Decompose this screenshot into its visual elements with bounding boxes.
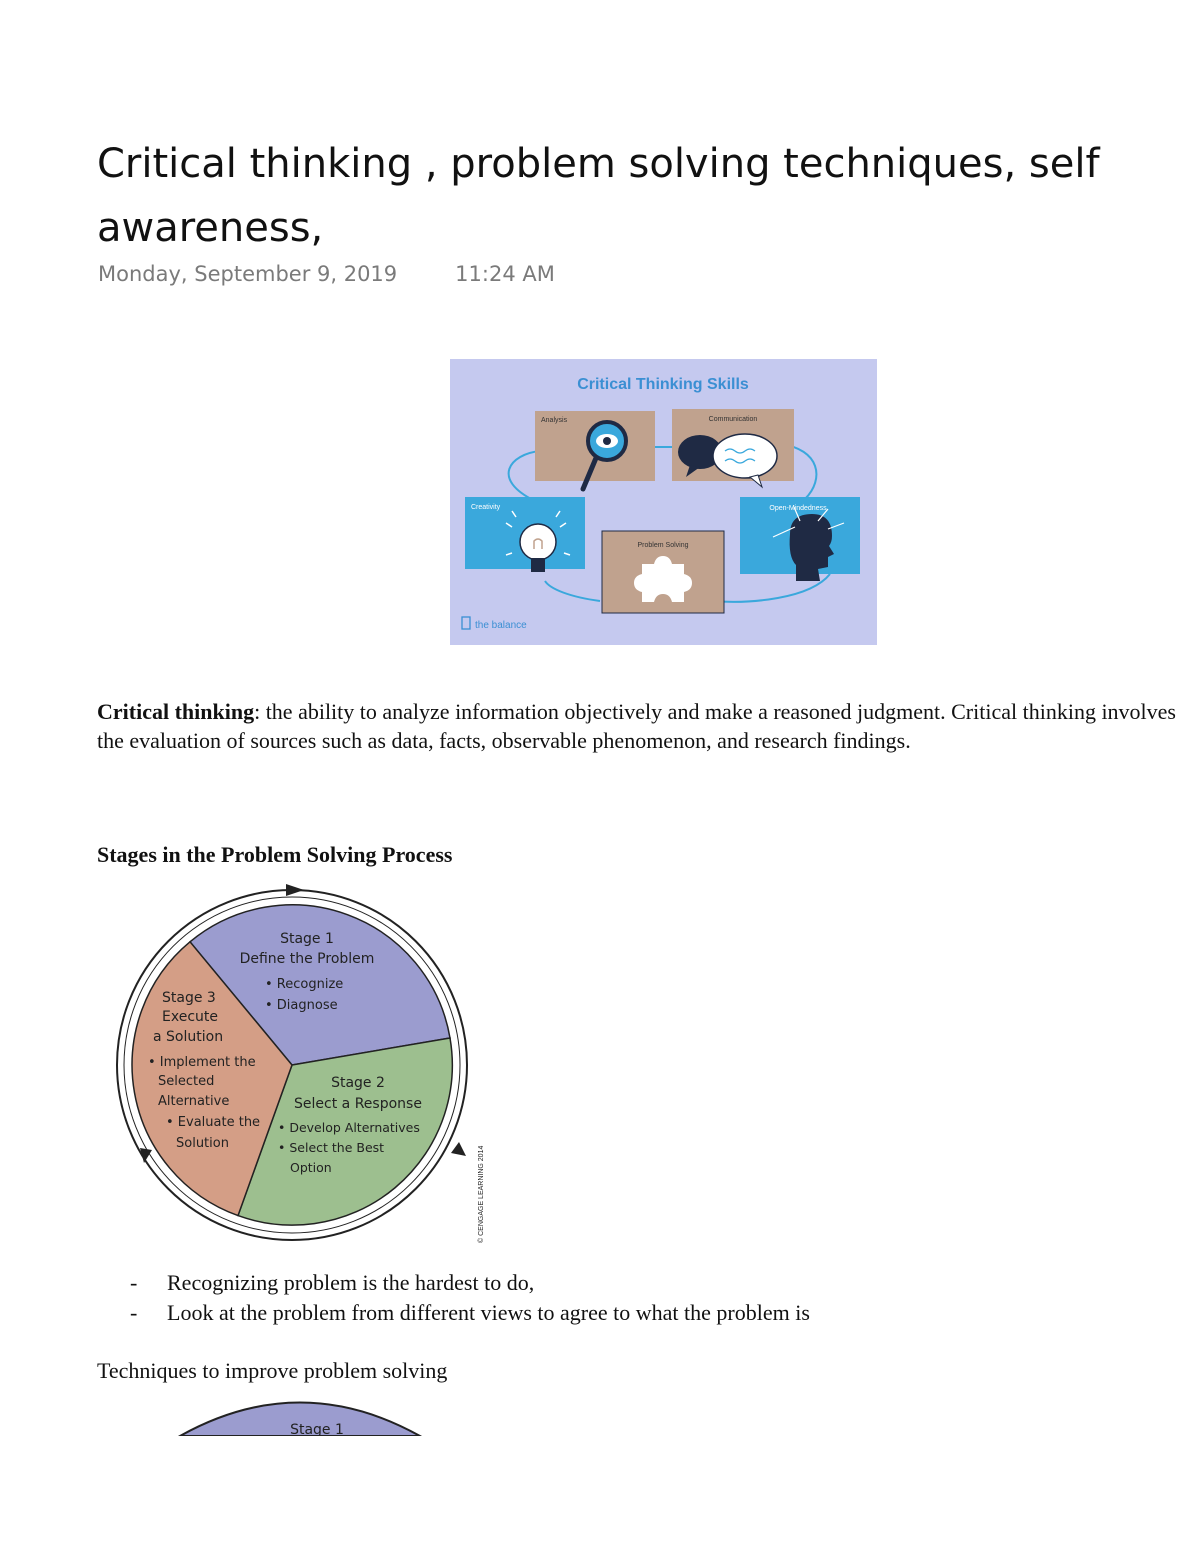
cycle-arrow-top bbox=[286, 884, 304, 896]
stage1-title: Stage 1 bbox=[280, 931, 334, 947]
section-heading-stages: Stages in the Problem Solving Process bbox=[97, 842, 453, 867]
definition-text: : the ability to analyze information objectively and make a reasoned judgment. Critical thinking involves the evaluation of sources such as data, facts, observable phenomenon, and research findings. bbox=[97, 699, 1176, 753]
list-item-text: Look at the problem from different views to agree to what the problem is bbox=[167, 1300, 810, 1325]
stage3-item: Alternative bbox=[158, 1094, 230, 1109]
problem-solving-process-diagram-partial bbox=[160, 1394, 440, 1436]
critical-thinking-skills-image bbox=[450, 359, 877, 645]
speech-bubble-light-icon bbox=[713, 434, 777, 478]
copyright-label: © CENGAGE LEARNING 2014 bbox=[478, 1145, 485, 1243]
light-bulb-icon bbox=[520, 524, 556, 560]
analysis-card bbox=[535, 411, 655, 489]
stage3-item: • Implement the bbox=[148, 1055, 256, 1070]
page-title: Critical thinking , problem solving techniques, self awareness, bbox=[97, 141, 1100, 251]
creativity-card bbox=[465, 497, 585, 572]
analysis-label: Analysis bbox=[541, 417, 568, 424]
section-heading-techniques: Techniques to improve problem solving bbox=[97, 1358, 448, 1383]
list-item bbox=[97, 1268, 810, 1298]
stage2-item: • Select the Best bbox=[278, 1140, 385, 1155]
cycle-arrow-right bbox=[451, 1142, 466, 1156]
notes-list bbox=[97, 1268, 810, 1328]
stage3-item: Selected bbox=[158, 1074, 215, 1089]
bullet-marker: - bbox=[130, 1300, 138, 1325]
stage1-item: • Recognize bbox=[265, 977, 344, 992]
stage2-name: Select a Response bbox=[294, 1096, 422, 1112]
critical-thinking-definition bbox=[97, 697, 1192, 755]
stage3-name: Execute bbox=[162, 1009, 218, 1025]
creativity-label: Creativity bbox=[471, 504, 501, 511]
bullet-marker: - bbox=[130, 1270, 138, 1295]
list-item-text: Recognizing problem is the hardest to do, bbox=[167, 1270, 535, 1295]
communication-card bbox=[672, 409, 794, 487]
ct-image-title: Critical Thinking Skills bbox=[577, 376, 749, 393]
list-item bbox=[97, 1298, 810, 1328]
stage3-name: a Solution bbox=[153, 1029, 224, 1045]
stage2-item: Option bbox=[290, 1160, 332, 1175]
page-meta bbox=[98, 262, 555, 286]
problem-solving-label: Problem Solving bbox=[637, 542, 689, 549]
stage2-item: • Develop Alternatives bbox=[278, 1120, 420, 1135]
stage3-title: Stage 3 bbox=[162, 990, 216, 1006]
definition-term: Critical thinking bbox=[97, 699, 255, 724]
problem-solving-card bbox=[602, 531, 724, 613]
stage2-title: Stage 2 bbox=[331, 1075, 385, 1091]
page-date: Monday, September 9, 2019 bbox=[98, 262, 398, 286]
brand-text: the balance bbox=[475, 620, 527, 631]
open-mindedness-card bbox=[740, 497, 860, 581]
open-mindedness-label: Open-Mindedness bbox=[769, 505, 827, 512]
stage1-item: • Diagnose bbox=[265, 998, 338, 1013]
stage3-item: Solution bbox=[176, 1136, 229, 1151]
stage1-title-partial: Stage 1 bbox=[290, 1422, 344, 1436]
problem-solving-process-diagram bbox=[110, 880, 495, 1250]
communication-label: Communication bbox=[708, 416, 758, 423]
stage1-name: Define the Problem bbox=[239, 951, 375, 967]
stage3-item: • Evaluate the bbox=[166, 1115, 261, 1130]
page-time: 11:24 AM bbox=[455, 262, 555, 286]
